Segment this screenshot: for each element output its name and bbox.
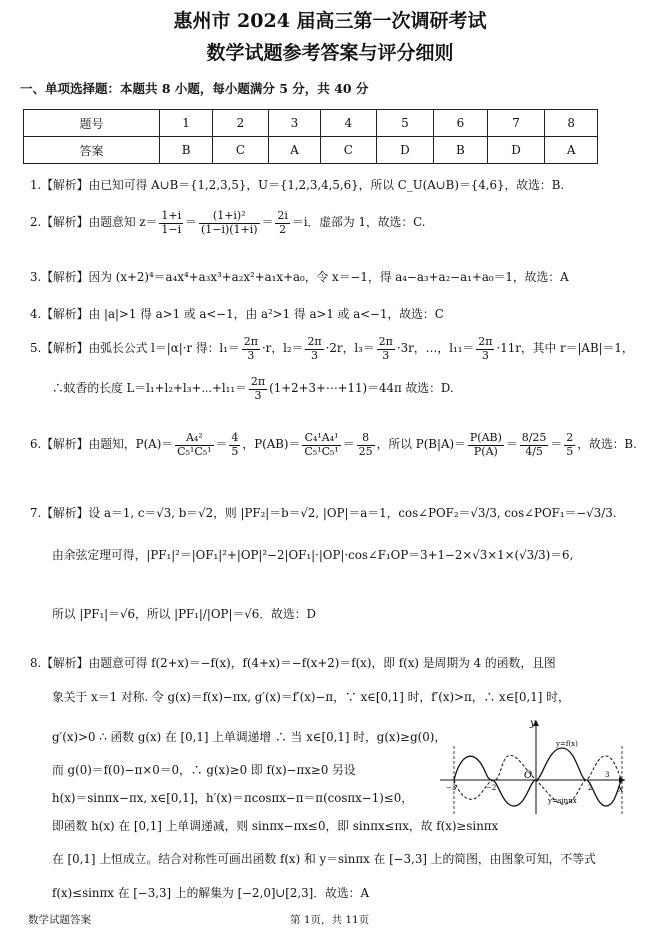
- solution-7-line-2: 由余弦定理可得，|PF₁|²＝|OF₁|²+|OP|²−2|OF₁|·|OP|·cos∠F₁OP＝3+1−2×√3×1×(√3/3)＝6,: [52, 548, 574, 562]
- question-number: 7: [487, 110, 545, 137]
- solution-8-line-7: 在 [0,1] 上恒成立。结合对称性可画出函数 f(x) 和 y＝sinπx 在 [−3,3] 上的简图，由图象可知，不等式: [52, 852, 596, 866]
- table-row: [24, 137, 598, 164]
- answer-table: [23, 109, 598, 164]
- curve-f: [454, 748, 622, 806]
- denominator: 5: [566, 444, 574, 458]
- solution-6: 6.【解析】由题知，P(A)＝ $\frac{\text{A₄²}}{\text{C₅¹C₅¹}}$ ＝ $\frac{4}{5}$ ，P(AB)＝ $\frac{\text{C₄¹A₄¹}}{\text{C₅¹C₅¹}}$ ＝ $\frac{8}{25}$ ，所以 P(B|A)＝ $\frac{P(AB)}{P(A)}$ ＝ $\frac{8/25}{4/5}$ ＝ $\frac{2}{5}$ ，故选：B.: [30, 431, 637, 458]
- answer-cell: B: [434, 137, 487, 164]
- solution-8-line-2: 象关于 x＝1 对称. 令 g(x)＝f(x)−πx, g′(x)＝f′(x)−π，∵ x∈[0,1] 时，f′(x)>π，∴ x∈[0,1] 时，: [52, 690, 570, 704]
- question-number: 6: [434, 110, 487, 137]
- denominator: 3: [382, 348, 390, 362]
- tick-label: 2: [588, 784, 593, 792]
- text: ，所以 P(B|A)＝: [376, 437, 466, 452]
- solution-5-line-1: [30, 336, 634, 362]
- denominator: 1−i: [161, 222, 182, 236]
- fraction: [175, 432, 213, 458]
- numerator: 4: [231, 431, 239, 444]
- text: ，P(AB)＝: [242, 437, 301, 452]
- text: ，故选：B.: [577, 437, 637, 452]
- denominator: 3: [481, 348, 489, 362]
- footer-left: 数学试题答案: [28, 914, 91, 926]
- denominator: 3: [254, 388, 262, 402]
- origin-label: O: [524, 770, 533, 781]
- fraction: [159, 210, 183, 236]
- numerator: 2π: [478, 335, 493, 348]
- solution-7-line-3: 所以 |PF₁|＝√6，所以 |PF₁|/|OP|＝√6．故选：D: [52, 607, 316, 621]
- x-axis-label: x: [618, 784, 624, 795]
- question-number: 1: [159, 110, 212, 137]
- solution-5-line-2: [52, 376, 454, 402]
- tick-label: −2: [486, 784, 497, 792]
- answer-cell: A: [545, 137, 598, 164]
- denominator: P(A): [473, 444, 498, 458]
- fraction: [275, 210, 290, 236]
- numerator: 2π: [243, 335, 258, 348]
- numerator: 8: [357, 432, 375, 446]
- text: 6.【解析】由题知，P(A)＝: [30, 437, 174, 452]
- denominator: 3: [311, 348, 319, 362]
- numerator: 2π: [307, 335, 322, 348]
- denominator: (1−i)(1+i): [200, 222, 258, 236]
- numerator: A₄²: [175, 432, 213, 446]
- fraction: [242, 336, 260, 362]
- page-subtitle: 数学试题参考答案与评分细则: [206, 42, 454, 64]
- denominator: 25: [358, 444, 373, 458]
- text: ·r，l₂＝: [261, 341, 304, 356]
- solution-8-line-4: 而 g(0)＝f(0)−π×0＝0，∴ g(x)≥0 即 f(x)−πx≥0 另设: [52, 763, 356, 777]
- curve-sin-label: y=sinπx: [548, 797, 577, 805]
- denominator: 2: [279, 222, 287, 236]
- tick-label: 3: [605, 771, 610, 779]
- numerator: C₄¹A₄¹: [302, 432, 340, 446]
- question-number: 8: [545, 110, 598, 137]
- question-number: 4: [321, 110, 376, 137]
- fraction: [305, 336, 323, 362]
- section-heading: 一、单项选择题：本题共 8 小题，每小题满分 5 分，共 40 分: [20, 81, 369, 96]
- solution-2-suffix: ＝i．虚部为 1，故选：C.: [291, 215, 426, 230]
- fraction: [302, 432, 340, 458]
- denominator: 4/5: [525, 444, 543, 458]
- fraction: [468, 432, 504, 458]
- text: (1+2+3+⋯+11)＝44π 故选：D.: [269, 381, 454, 396]
- solution-8-line-5: h(x)＝sinπx−πx, x∈[0,1]，h′(x)＝πcosπx−π＝π(cosπx−1)≤0，: [52, 791, 414, 805]
- numerator: 8/25: [521, 431, 547, 444]
- numerator: 2π: [378, 335, 393, 348]
- fraction: [199, 210, 260, 236]
- solution-8-line-1: 8.【解析】由题意可得 f(2+x)＝−f(x)，f(4+x)＝−f(x+2)＝f(x)，即 f(x) 是周期为 4 的函数，且图: [30, 656, 556, 670]
- answer-cell: B: [159, 137, 212, 164]
- page-title: 惠州市 2024 届高三第一次调研考试: [173, 10, 487, 32]
- question-number: 2: [213, 110, 268, 137]
- text: ∴蚊香的长度 L＝l₁+l₂+l₃+⋯+l₁₁＝: [52, 381, 247, 396]
- curve-f-label: y=f(x): [556, 740, 578, 748]
- fraction: [377, 336, 395, 362]
- fraction: [249, 376, 267, 402]
- row-label: 题号: [24, 110, 160, 137]
- numerator: 2π: [250, 375, 266, 388]
- row-label: 答案: [24, 137, 160, 164]
- text: 5.【解析】由弧长公式 l＝|α|·r 得：l₁＝: [30, 341, 240, 356]
- numerator: 2: [566, 431, 574, 444]
- denominator: 5: [231, 444, 239, 458]
- solution-2-prefix: 2.【解析】由题意知 z＝: [30, 215, 158, 230]
- numerator: (1+i)²: [199, 210, 260, 224]
- answer-cell: A: [268, 137, 321, 164]
- text: ·11r，其中 r＝|AB|＝1，: [496, 341, 634, 356]
- fraction: [476, 336, 494, 362]
- fraction: [229, 432, 240, 458]
- equals: ＝: [185, 215, 197, 230]
- fraction: [357, 432, 375, 458]
- answer-cell: C: [321, 137, 376, 164]
- solution-8-line-3: g′(x)>0 ∴ 函数 g(x) 在 [0,1] 上单调递增 ∴ 当 x∈[0,1] 时，g(x)≥g(0)，: [52, 730, 447, 744]
- equals: ＝: [261, 215, 274, 230]
- solution-3: 3.【解析】因为 (x+2)⁴＝a₄x⁴+a₃x³+a₂x²+a₁x+a₀，令 x＝−1，得 a₄−a₃+a₂−a₁+a₀＝1，故选：A: [30, 270, 569, 284]
- solution-7-line-1: 7.【解析】设 a＝1, c＝√3, b＝√2，则 |PF₂|＝b＝√2, |OP|＝a＝1，cos∠POF₂＝√3/3, cos∠POF₁＝−√3/3.: [30, 506, 617, 520]
- numerator: P(AB): [469, 431, 502, 444]
- text: ·3r，…，l₁₁＝: [396, 341, 475, 356]
- question-number: 5: [376, 110, 434, 137]
- function-graph: [440, 716, 630, 816]
- question-number: 3: [268, 110, 321, 137]
- fraction: [564, 432, 575, 458]
- fraction: [520, 432, 549, 458]
- answer-cell: D: [487, 137, 545, 164]
- solution-4: 4.【解析】由 |a|>1 得 a>1 或 a<−1，由 a²>1 得 a>1 或 a<−1，故选：C: [30, 307, 444, 321]
- denominator: C₅¹C₅¹: [177, 444, 212, 458]
- answer-cell: D: [376, 137, 434, 164]
- table-row: [24, 110, 598, 137]
- answer-cell: C: [213, 137, 268, 164]
- tick-label: −3: [446, 784, 457, 792]
- denominator: 3: [247, 348, 255, 362]
- page-number: 第 1页，共 11页: [290, 914, 370, 926]
- y-axis-label: y: [530, 718, 536, 729]
- numerator: 1+i: [161, 209, 182, 222]
- numerator: 2i: [277, 209, 288, 222]
- text: ·2r，l₃＝: [325, 341, 375, 356]
- solution-1: 1.【解析】由已知可得 A∪B＝{1,2,3,5}，U＝{1,2,3,4,5,6}，所以 C_U(A∪B)＝{4,6}，故选：B.: [30, 178, 565, 192]
- solution-8-line-8: f(x)≤sinπx 在 [−3,3] 上的解集为 [−2,0]∪[2,3]．故选：A: [52, 886, 369, 900]
- denominator: C₅¹C₅¹: [304, 444, 339, 458]
- solution-2: [30, 210, 426, 236]
- solution-8-line-6: 即函数 h(x) 在 [0,1] 上单调递减，则 sinπx−πx≤0，即 sinπx≤πx，故 f(x)≥sinπx: [52, 819, 499, 833]
